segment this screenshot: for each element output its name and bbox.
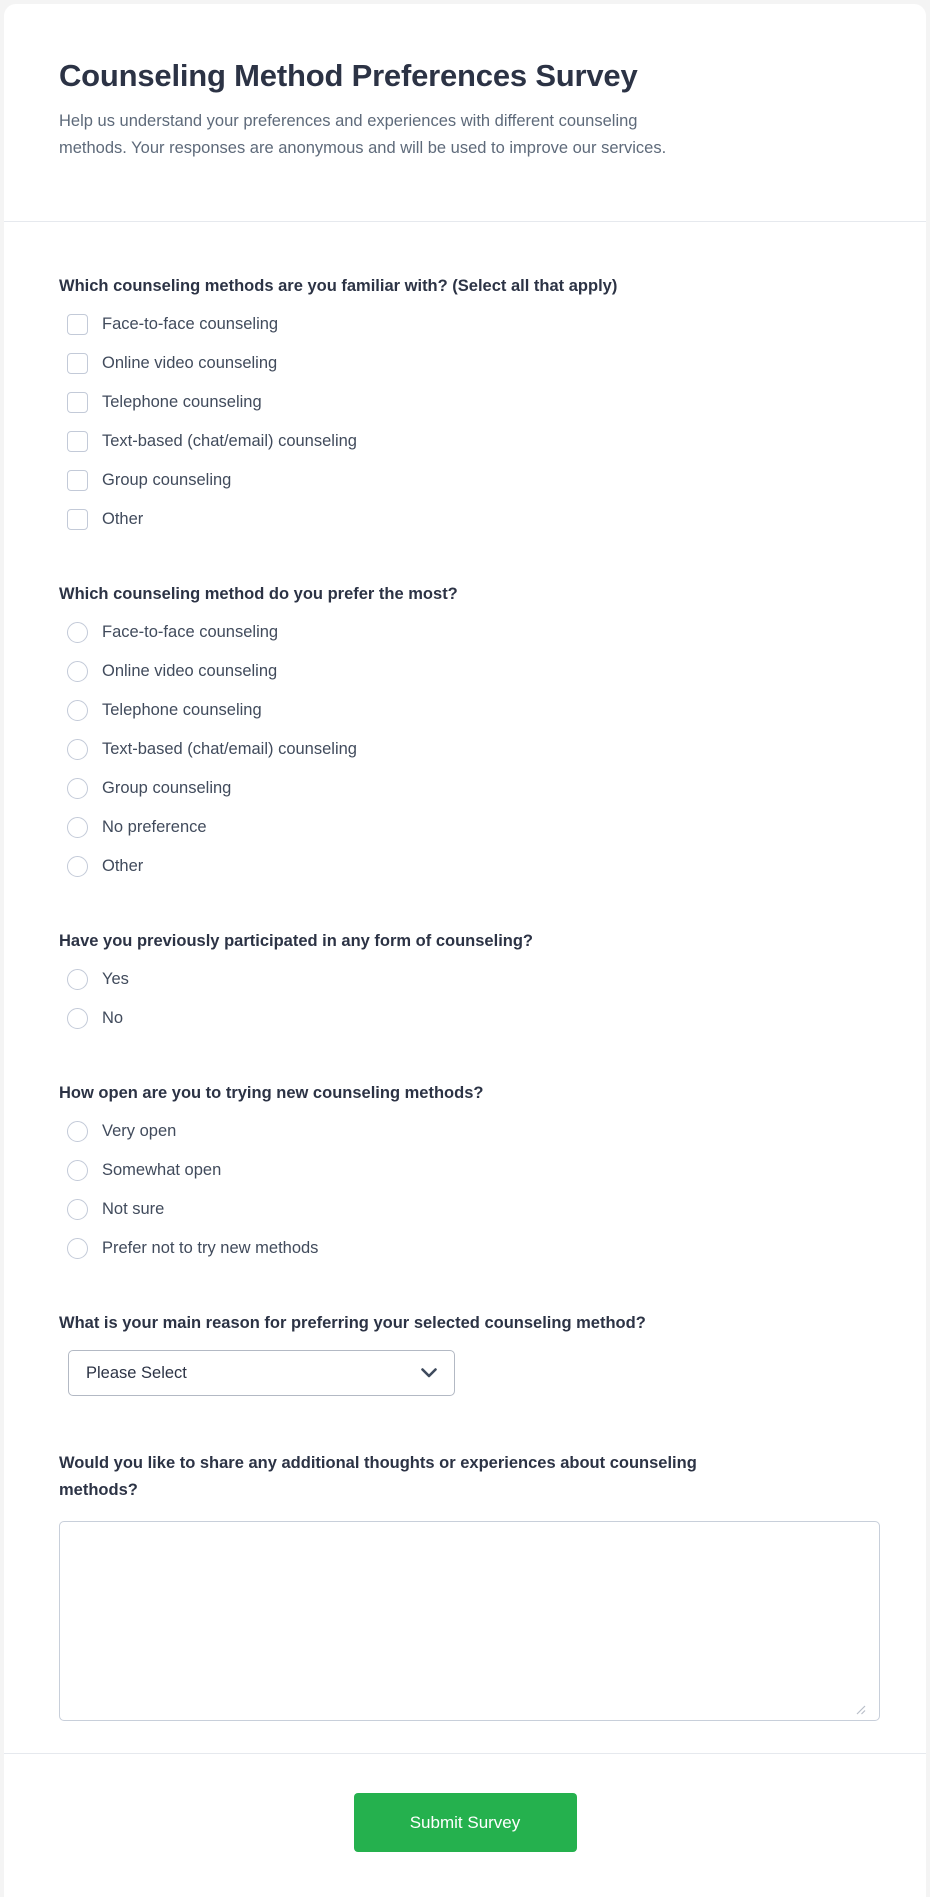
question-label: How open are you to trying new counseling methods? [59,1084,484,1102]
option-label[interactable]: No [102,1009,124,1027]
radio-button[interactable] [67,1008,88,1029]
survey-card [4,4,926,1897]
option-label[interactable]: Somewhat open [102,1161,222,1179]
radio-button[interactable] [67,1199,88,1220]
option-row[interactable] [67,1160,871,1181]
option-row[interactable] [67,1008,871,1029]
radio-button[interactable] [67,700,88,721]
option-label[interactable]: Very open [102,1122,177,1140]
checkbox[interactable] [67,314,88,335]
option-label[interactable]: Face-to-face counseling [102,623,279,641]
checkbox[interactable] [67,392,88,413]
textarea-wrapper [59,1521,871,1721]
option-row[interactable] [67,353,871,374]
option-label[interactable]: Not sure [102,1200,165,1218]
option-label[interactable]: Face-to-face counseling [102,315,279,333]
page-title: Counseling Method Preferences Survey [59,58,638,93]
option-row[interactable] [67,509,871,530]
checkbox[interactable] [67,431,88,452]
option-label[interactable]: Prefer not to try new methods [102,1239,319,1257]
option-row[interactable] [67,1238,871,1259]
radio-group [59,969,871,1029]
question-label-line: methods? [59,1481,138,1499]
checkbox[interactable] [67,509,88,530]
radio-group [59,622,871,877]
option-label[interactable]: Yes [102,970,129,988]
question-label: Which counseling methods are you familiar with? (Select all that apply) [59,277,618,295]
radio-button[interactable] [67,817,88,838]
form-footer [4,1754,926,1897]
checkbox-group [59,314,871,530]
header-divider [4,221,926,222]
radio-group [59,1121,871,1259]
option-row[interactable] [67,431,871,452]
option-row[interactable] [67,622,871,643]
form-header [4,4,926,162]
option-row[interactable] [67,1121,871,1142]
option-label[interactable]: Group counseling [102,471,232,489]
option-row[interactable] [67,739,871,760]
option-row[interactable] [67,470,871,491]
option-label[interactable]: Group counseling [102,779,232,797]
question-label: What is your main reason for preferring your selected counseling method? [59,1314,646,1332]
chevron-down-icon [421,1368,437,1378]
question-additional-thoughts [4,1450,926,1721]
radio-button[interactable] [67,856,88,877]
option-label[interactable]: Text-based (chat/email) counseling [102,740,357,758]
option-label[interactable]: No preference [102,818,207,836]
option-row[interactable] [67,856,871,877]
question-preferred-method [4,584,926,877]
question-main-reason [4,1313,926,1396]
radio-button[interactable] [67,622,88,643]
subtitle-line: Help us understand your preferences and experiences with different counseling [59,112,638,130]
additional-thoughts-textarea[interactable] [59,1521,880,1721]
option-row[interactable] [67,392,871,413]
question-openness [4,1083,926,1259]
question-label [59,1450,871,1504]
option-row[interactable] [67,314,871,335]
subtitle-line: methods. Your responses are anonymous and will be used to improve our services. [59,139,667,157]
submit-button[interactable]: Submit Survey [354,1793,577,1852]
radio-button[interactable] [67,969,88,990]
option-label[interactable]: Other [102,857,144,875]
reason-select[interactable] [68,1350,455,1396]
question-label: Which counseling method do you prefer the most? [59,585,458,603]
option-row[interactable] [67,661,871,682]
question-label-line: Would you like to share any additional thoughts or experiences about counseling [59,1454,697,1472]
page-subtitle [59,108,871,162]
radio-button[interactable] [67,1121,88,1142]
option-label[interactable]: Online video counseling [102,354,278,372]
option-label[interactable]: Online video counseling [102,662,278,680]
option-label[interactable]: Other [102,510,144,528]
radio-button[interactable] [67,778,88,799]
option-label[interactable]: Telephone counseling [102,701,262,719]
question-label: Have you previously participated in any form of counseling? [59,932,534,950]
select-value: Please Select [86,1363,187,1382]
option-row[interactable] [67,817,871,838]
option-row[interactable] [67,778,871,799]
checkbox[interactable] [67,353,88,374]
option-row[interactable] [67,700,871,721]
question-familiar-methods [4,276,926,530]
option-row[interactable] [67,1199,871,1220]
question-previous-participation [4,931,926,1029]
option-label[interactable]: Telephone counseling [102,393,262,411]
radio-button[interactable] [67,1238,88,1259]
radio-button[interactable] [67,661,88,682]
option-label[interactable]: Text-based (chat/email) counseling [102,432,357,450]
option-row[interactable] [67,969,871,990]
radio-button[interactable] [67,739,88,760]
checkbox[interactable] [67,470,88,491]
radio-button[interactable] [67,1160,88,1181]
